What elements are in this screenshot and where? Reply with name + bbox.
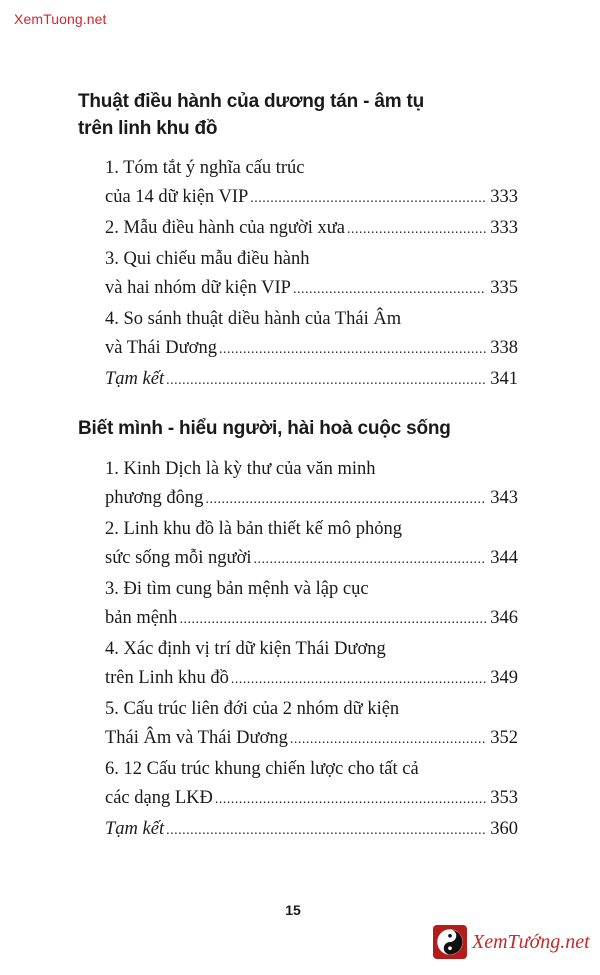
dot-leader — [166, 816, 486, 845]
entry-text: phương đông — [105, 488, 204, 508]
toc-entry — [78, 214, 518, 244]
section-title — [78, 88, 518, 142]
entry-text: và Thái Dương — [105, 338, 217, 358]
toc-entry — [78, 695, 518, 754]
toc-entry — [78, 515, 518, 574]
entry-page-number: 335 — [490, 278, 518, 298]
entry-last-line — [105, 724, 518, 754]
section-title-line: Biết mình - hiểu người, hài hoà cuộc sống — [78, 418, 451, 439]
entry-text: bản mệnh — [105, 608, 178, 628]
entry-page-number: 333 — [490, 218, 518, 238]
toc-entry — [78, 305, 518, 364]
dot-leader — [293, 275, 486, 304]
section-title-line: Thuật điều hành của dương tán - âm tụ — [78, 91, 425, 112]
dot-leader — [290, 725, 486, 754]
entry-last-line — [105, 274, 518, 304]
entry-last-line — [105, 664, 518, 694]
entry-text: trên Linh khu đồ — [105, 668, 229, 688]
toc-entry — [78, 455, 518, 514]
entry-last-line — [105, 334, 518, 364]
entry-last-line — [105, 604, 518, 634]
yin-yang-icon — [433, 925, 467, 959]
dot-leader — [254, 545, 487, 574]
dot-leader — [250, 184, 486, 213]
entry-page-number: 338 — [490, 338, 518, 358]
entry-last-line — [105, 815, 518, 845]
entry-text-line: 6. 12 Cấu trúc khung chiến lược cho tất cả — [105, 759, 419, 779]
entry-text-line: 3. Đi tìm cung bản mệnh và lập cục — [105, 579, 369, 599]
entry-last-line — [105, 484, 518, 514]
dot-leader — [166, 366, 486, 395]
toc-entry — [78, 245, 518, 304]
section-title-line: trên linh khu đồ — [78, 118, 218, 139]
entry-page-number: 341 — [490, 369, 518, 389]
entry-text-line: 2. Linh khu đồ là bản thiết kế mô phỏng — [105, 519, 402, 539]
toc-section — [78, 415, 518, 845]
entry-text: của 14 dữ kiện VIP — [105, 187, 249, 207]
page-number: 15 — [285, 902, 301, 918]
entry-text: Tạm kết — [105, 819, 165, 839]
entry-text: 2. Mẫu điều hành của người xưa — [105, 218, 345, 238]
dot-leader — [179, 605, 486, 634]
dot-leader — [231, 665, 486, 694]
entry-text: và hai nhóm dữ kiện VIP — [105, 278, 291, 298]
entry-page-number: 346 — [490, 608, 518, 628]
entry-text: Tạm kết — [105, 369, 165, 389]
entry-text-line: 4. Xác định vị trí dữ kiện Thái Dương — [105, 639, 386, 659]
toc-section — [78, 88, 518, 395]
entry-last-line — [105, 365, 518, 395]
entry-page-number: 349 — [490, 668, 518, 688]
entry-text-line: 5. Cấu trúc liên đới của 2 nhóm dữ kiện — [105, 699, 400, 719]
table-of-contents — [78, 88, 518, 846]
logo-text: XemTướng.net — [472, 930, 590, 953]
entry-page-number: 344 — [490, 548, 518, 568]
entry-text: Thái Âm và Thái Dương — [105, 728, 288, 748]
section-title — [78, 415, 518, 442]
dot-leader — [205, 485, 486, 514]
toc-entry — [78, 755, 518, 814]
entry-last-line — [105, 544, 518, 574]
toc-entry-conclusion — [78, 365, 518, 395]
dot-leader — [219, 335, 486, 364]
dot-leader — [347, 215, 486, 244]
toc-entries — [78, 154, 518, 395]
entry-text: các dạng LKĐ — [105, 788, 213, 808]
brand-logo — [433, 922, 595, 962]
entry-page-number: 333 — [490, 187, 518, 207]
entry-text-line: 4. So sánh thuật diều hành của Thái Âm — [105, 309, 402, 329]
dot-leader — [215, 785, 486, 814]
toc-entries — [78, 455, 518, 845]
entry-text-line: 1. Kinh Dịch là kỳ thư của văn minh — [105, 459, 376, 479]
entry-last-line — [105, 784, 518, 814]
toc-entry — [78, 575, 518, 634]
entry-text-line: 3. Qui chiếu mẫu điều hành — [105, 249, 310, 269]
toc-entry-conclusion — [78, 815, 518, 845]
toc-entry — [78, 635, 518, 694]
entry-page-number: 343 — [490, 488, 518, 508]
entry-last-line — [105, 214, 518, 244]
entry-text: sức sống mỗi người — [105, 548, 252, 568]
watermark-top: XemTuong.net — [14, 11, 107, 27]
entry-text-line: 1. Tóm tắt ý nghĩa cấu trúc — [105, 158, 305, 178]
entry-page-number: 353 — [490, 788, 518, 808]
entry-page-number: 352 — [490, 728, 518, 748]
entry-last-line — [105, 183, 518, 213]
entry-page-number: 360 — [490, 819, 518, 839]
toc-entry — [78, 154, 518, 213]
